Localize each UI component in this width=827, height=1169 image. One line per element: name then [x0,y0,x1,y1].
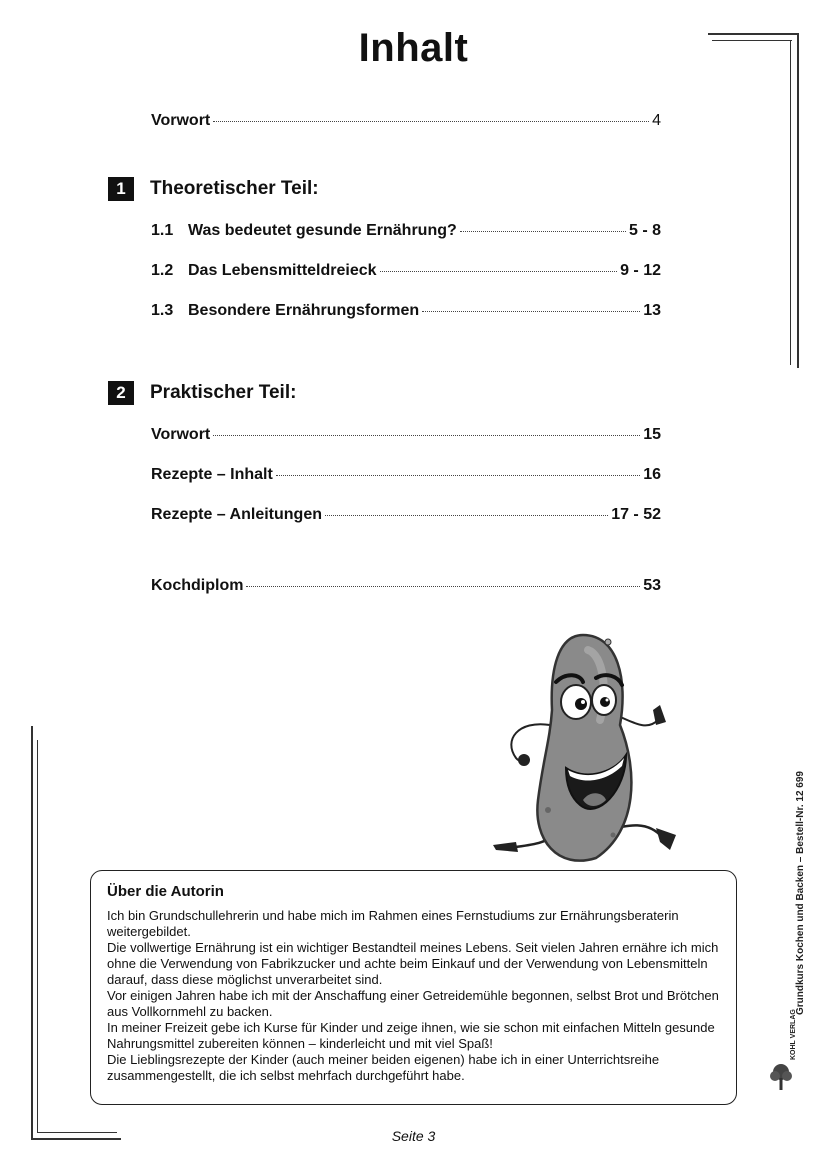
frame-top-right-h2 [712,40,792,41]
toc-leader-dots [276,474,640,476]
author-paragraph: In meiner Freizeit gebe ich Kurse für Kinder und zeige ihnen, wie sie schon mit einfachen Mitteln gesunde Nahrungsmittel zubereiten können – kinderleicht und mit viel Spaß! [107,1020,715,1051]
frame-top-right-v1 [797,33,799,368]
kohl-verlag-logo-icon [768,1062,794,1092]
toc-leader-dots [460,230,626,232]
author-paragraph: Vor einigen Jahren habe ich mit der Anschaffung einer Getreidemühle begonnen, selbst Brot und Brötchen aus Vollkornmehl zu backen. [107,988,719,1019]
toc-kochdiplom-label: Kochdiplom [151,577,244,594]
toc-item-page: 13 [643,302,661,319]
section-1-title: Theoretischer Teil: [150,178,319,199]
toc-item-label: Das Lebensmitteldreieck [188,262,377,279]
toc-item-label: Besondere Ernährungsformen [188,302,420,319]
toc-vorwort-page: 4 [652,112,661,129]
sidebar-order-info: Grundkurs Kochen und Backen – Bestell-Nr. 12 699 [795,771,806,1015]
toc-vorwort[interactable] [151,112,661,130]
toc-leader-dots [422,310,640,312]
section-2-number: 2 [108,381,134,405]
frame-top-right-v2 [790,40,791,365]
toc-item-number: 1.3 [151,302,174,319]
toc-vorwort-label: Vorwort [151,112,211,129]
section-2-title: Praktischer Teil: [150,382,297,403]
toc-item-1-2[interactable] [151,262,661,280]
toc-item-2-rezepte-anleitungen[interactable] [151,506,661,524]
toc-leader-dots [213,120,649,122]
toc-item-page: 17 - 52 [611,506,661,523]
toc-item-page: 9 - 12 [620,262,661,279]
toc-item-label: Vorwort [151,426,211,443]
author-heading: Über die Autorin [107,883,224,900]
toc-kochdiplom[interactable] [151,577,661,595]
toc-item-label: Rezepte – Inhalt [151,466,273,483]
frame-top-right-h1 [708,33,798,35]
toc-item-1-3[interactable] [151,302,661,320]
author-box [90,870,737,1105]
author-paragraph: Ich bin Grundschullehrerin und habe mich im Rahmen eines Fernstudiums zur Ernährungsberaterin weitergebildet. [107,908,679,939]
toc-leader-dots [246,585,640,587]
toc-item-1-1[interactable] [151,222,661,240]
frame-bottom-left-v2 [37,740,38,1132]
toc-item-2-rezepte-inhalt[interactable] [151,466,661,484]
toc-leader-dots [213,434,640,436]
toc-item-label: Was bedeutet gesunde Ernährung? [188,222,457,239]
toc-item-page: 5 - 8 [628,222,661,239]
page-number: Seite 3 [391,1128,436,1144]
toc-leader-dots [325,514,608,516]
section-2-heading [108,381,296,405]
author-paragraph: Die vollwertige Ernährung ist ein wichtiger Bestandteil meines Lebens. Seit vielen Jahren ernähre ich mich ohne die Verwendung von Fabrikzucker und achte beim Einkauf und der Verwendung von Lebensmitteln darauf, dass diese möglichst unverarbeitet sind. [107,940,719,987]
page-title: Inhalt [358,26,469,70]
toc-kochdiplom-page: 53 [643,577,661,594]
toc-leader-dots [380,270,618,272]
toc-item-number: 1.2 [151,262,174,279]
section-1-heading [108,177,319,201]
section-1-number: 1 [108,177,134,201]
author-paragraph: Die Lieblingsrezepte der Kinder (auch meiner beiden eigenen) habe ich in einer Unterrichtsreihe zusammengestellt, die ich selbst mehrfach durchgeführt habe. [107,1052,660,1083]
toc-item-label: Rezepte – Anleitungen [151,506,322,523]
publisher-logo-text: KOHL VERLAG [790,1009,797,1060]
frame-bottom-left-v1 [31,726,33,1138]
toc-item-number: 1.1 [151,222,174,239]
toc-item-2-vorwort[interactable] [151,426,661,444]
potato-mascot-icon [488,630,698,870]
toc-item-page: 16 [643,466,661,483]
toc-item-page: 15 [643,426,661,443]
